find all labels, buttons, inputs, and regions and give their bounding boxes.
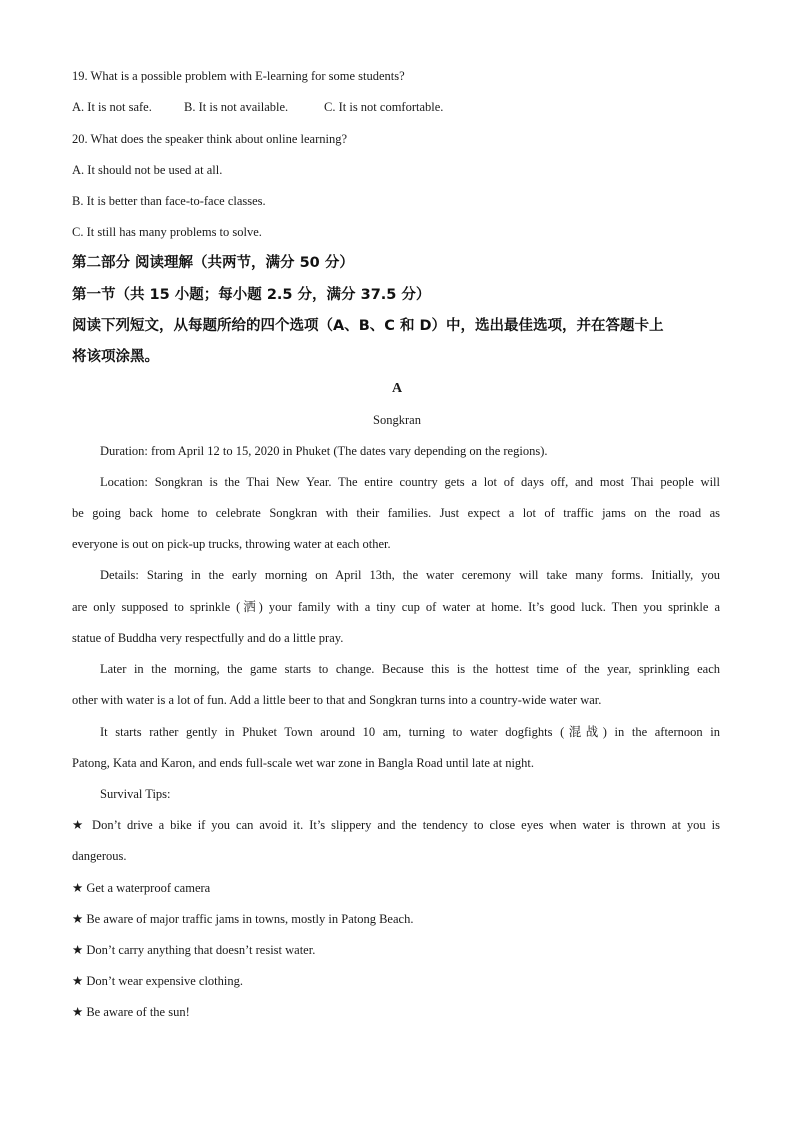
passage-line: Duration: from April 12 to 15, 2020 in Phuket (The dates vary depending on the regions). — [100, 444, 548, 458]
subsection-title: 第一节（共 15 小题；每小题 2.5 分，满分 37.5 分） — [72, 287, 431, 303]
part-title: 第二部分 阅读理解（共两节，满分 50 分） — [72, 255, 354, 271]
passage-line: Location: Songkran is the Thai New Year. The entire country gets a lot of days off, and most Thai people will — [100, 475, 720, 489]
passage-letter: A — [391, 381, 403, 396]
passage-line: It starts rather gently in Phuket Town around 10 am, turning to water dogfights (混战) in the afternoon in — [100, 725, 720, 739]
question-19-stem: 19. What is a possible problem with E-learning for some students? — [72, 69, 405, 83]
tip-item: ★ Don’t wear expensive clothing. — [72, 974, 244, 988]
passage-line: statue of Buddha very respectfully and do a little pray. — [72, 631, 344, 645]
question-20-option-a[interactable]: A. It should not be used at all. — [72, 163, 223, 177]
passage-line: other with water is a lot of fun. Add a little beer to that and Songkran turns into a country-wide water war. — [72, 693, 602, 707]
tip-item: ★ Be aware of major traffic jams in towns, mostly in Patong Beach. — [72, 912, 414, 926]
passage-line: are only supposed to sprinkle (洒) your family with a tiny cup of water at home. It’s good luck. Then you sprinkle a — [72, 600, 720, 614]
passage-line: Later in the morning, the game starts to change. Because this is the hottest time of the year, sprinkling each — [100, 662, 720, 676]
passage-line: be going back home to celebrate Songkran with their families. Just expect a lot of traffic jams on the road as — [72, 506, 720, 520]
question-20-option-c[interactable]: C. It still has many problems to solve. — [72, 225, 262, 239]
passage-line: everyone is out on pick-up trucks, throwing water at each other. — [72, 537, 391, 551]
question-19-options — [72, 99, 443, 115]
question-19-option-a[interactable]: A. It is not safe. — [72, 100, 152, 114]
instruction-line-1: 阅读下列短文，从每题所给的四个选项（A、B、C 和 D）中，选出最佳选项，并在答题卡上 — [72, 318, 664, 334]
instruction-line-2: 将该项涂黑。 — [72, 349, 159, 365]
survival-tips-heading: Survival Tips: — [100, 787, 171, 801]
question-20-stem: 20. What does the speaker think about online learning? — [72, 132, 348, 146]
tip-item-continued: dangerous. — [72, 849, 127, 863]
tip-item: ★ Get a waterproof camera — [72, 881, 211, 895]
passage-line: Details: Staring in the early morning on April 13th, the water ceremony will take many forms. Initially, you — [100, 568, 720, 582]
question-20-option-b[interactable]: B. It is better than face-to-face classes. — [72, 194, 266, 208]
question-19-option-c[interactable]: C. It is not comfortable. — [324, 100, 444, 114]
tip-item: ★ Don’t carry anything that doesn’t resist water. — [72, 943, 316, 957]
passage-title: Songkran — [373, 413, 421, 427]
passage-line: Patong, Kata and Karon, and ends full-scale wet war zone in Bangla Road until late at night. — [72, 756, 535, 770]
tip-item: ★ Be aware of the sun! — [72, 1005, 190, 1019]
question-19-option-b[interactable]: B. It is not available. — [184, 100, 289, 114]
tip-item: ★ Don’t drive a bike if you can avoid it. It’s slippery and the tendency to close eyes when water is thrown at you is — [72, 818, 720, 832]
